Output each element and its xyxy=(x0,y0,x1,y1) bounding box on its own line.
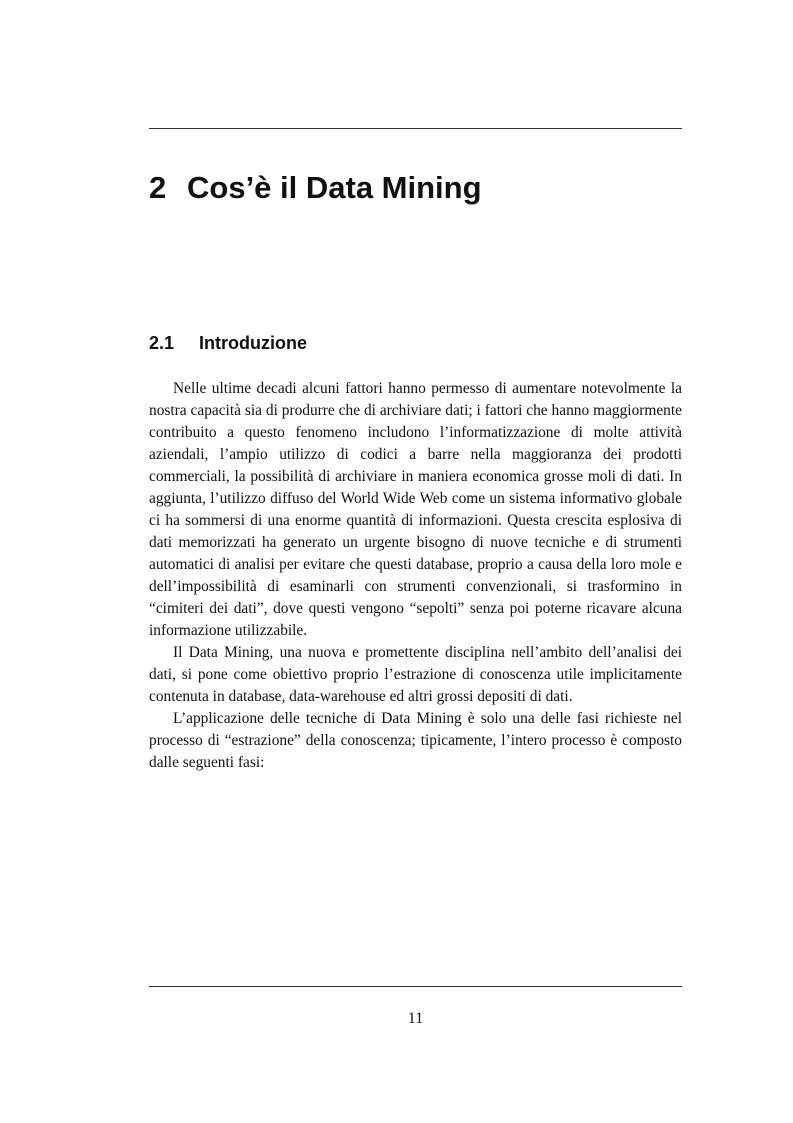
footer-rule xyxy=(149,986,682,987)
chapter-title xyxy=(149,166,482,210)
header-rule xyxy=(149,128,682,129)
section-title xyxy=(149,331,307,355)
section-title-text: Introduzione xyxy=(199,333,307,353)
chapter-number: 2 xyxy=(149,170,167,205)
chapter-title-text: Cos’è il Data Mining xyxy=(187,170,482,205)
section-number: 2.1 xyxy=(149,333,175,353)
paragraph: L’applicazione delle tecniche di Data Mining è solo una delle fasi richieste nel processo di “estrazione” della conoscenza; tipicamente, l’intero processo è composto dalle seguenti fasi: xyxy=(149,710,682,771)
paragraph: Il Data Mining, una nuova e promettente disciplina nell’ambito dell’analisi dei dati, si pone come obiettivo proprio l’estrazione di conoscenza utile implicitamente contenuta in database, data-warehouse ed altri grossi depositi di dati. xyxy=(149,644,682,705)
body-text xyxy=(149,378,682,774)
paragraph: Nelle ultime decadi alcuni fattori hanno permesso di aumentare notevolmente la nostra capacità sia di produrre che di archiviare dati; i fattori che hanno maggiormente contribuito a questo fenomeno includono l’informatizzazione di molte attività aziendali, l’ampio utilizzo di codici a barre nella maggioranza dei prodotti commerciali, la possibilità di archiviare in maniera economica grosse moli di dati. In aggiunta, l’utilizzo diffuso del World Wide Web come un sistema informativo globale ci ha sommersi di una enorme quantità di informazioni. Questa crescita esplosiva di dati memorizzati ha generato un urgente bisogno di nuove tecniche e di strumenti automatici di analisi per evitare che questi database, proprio a causa della loro mole e dell’impossibilità di esaminarli con strumenti convenzionali, si trasformino in “cimiteri dei dati”, dove questi vengono “sepolti” senza poi poterne ricavare alcuna informazione utilizzabile. xyxy=(149,380,682,639)
page-number: 11 xyxy=(407,1010,424,1027)
